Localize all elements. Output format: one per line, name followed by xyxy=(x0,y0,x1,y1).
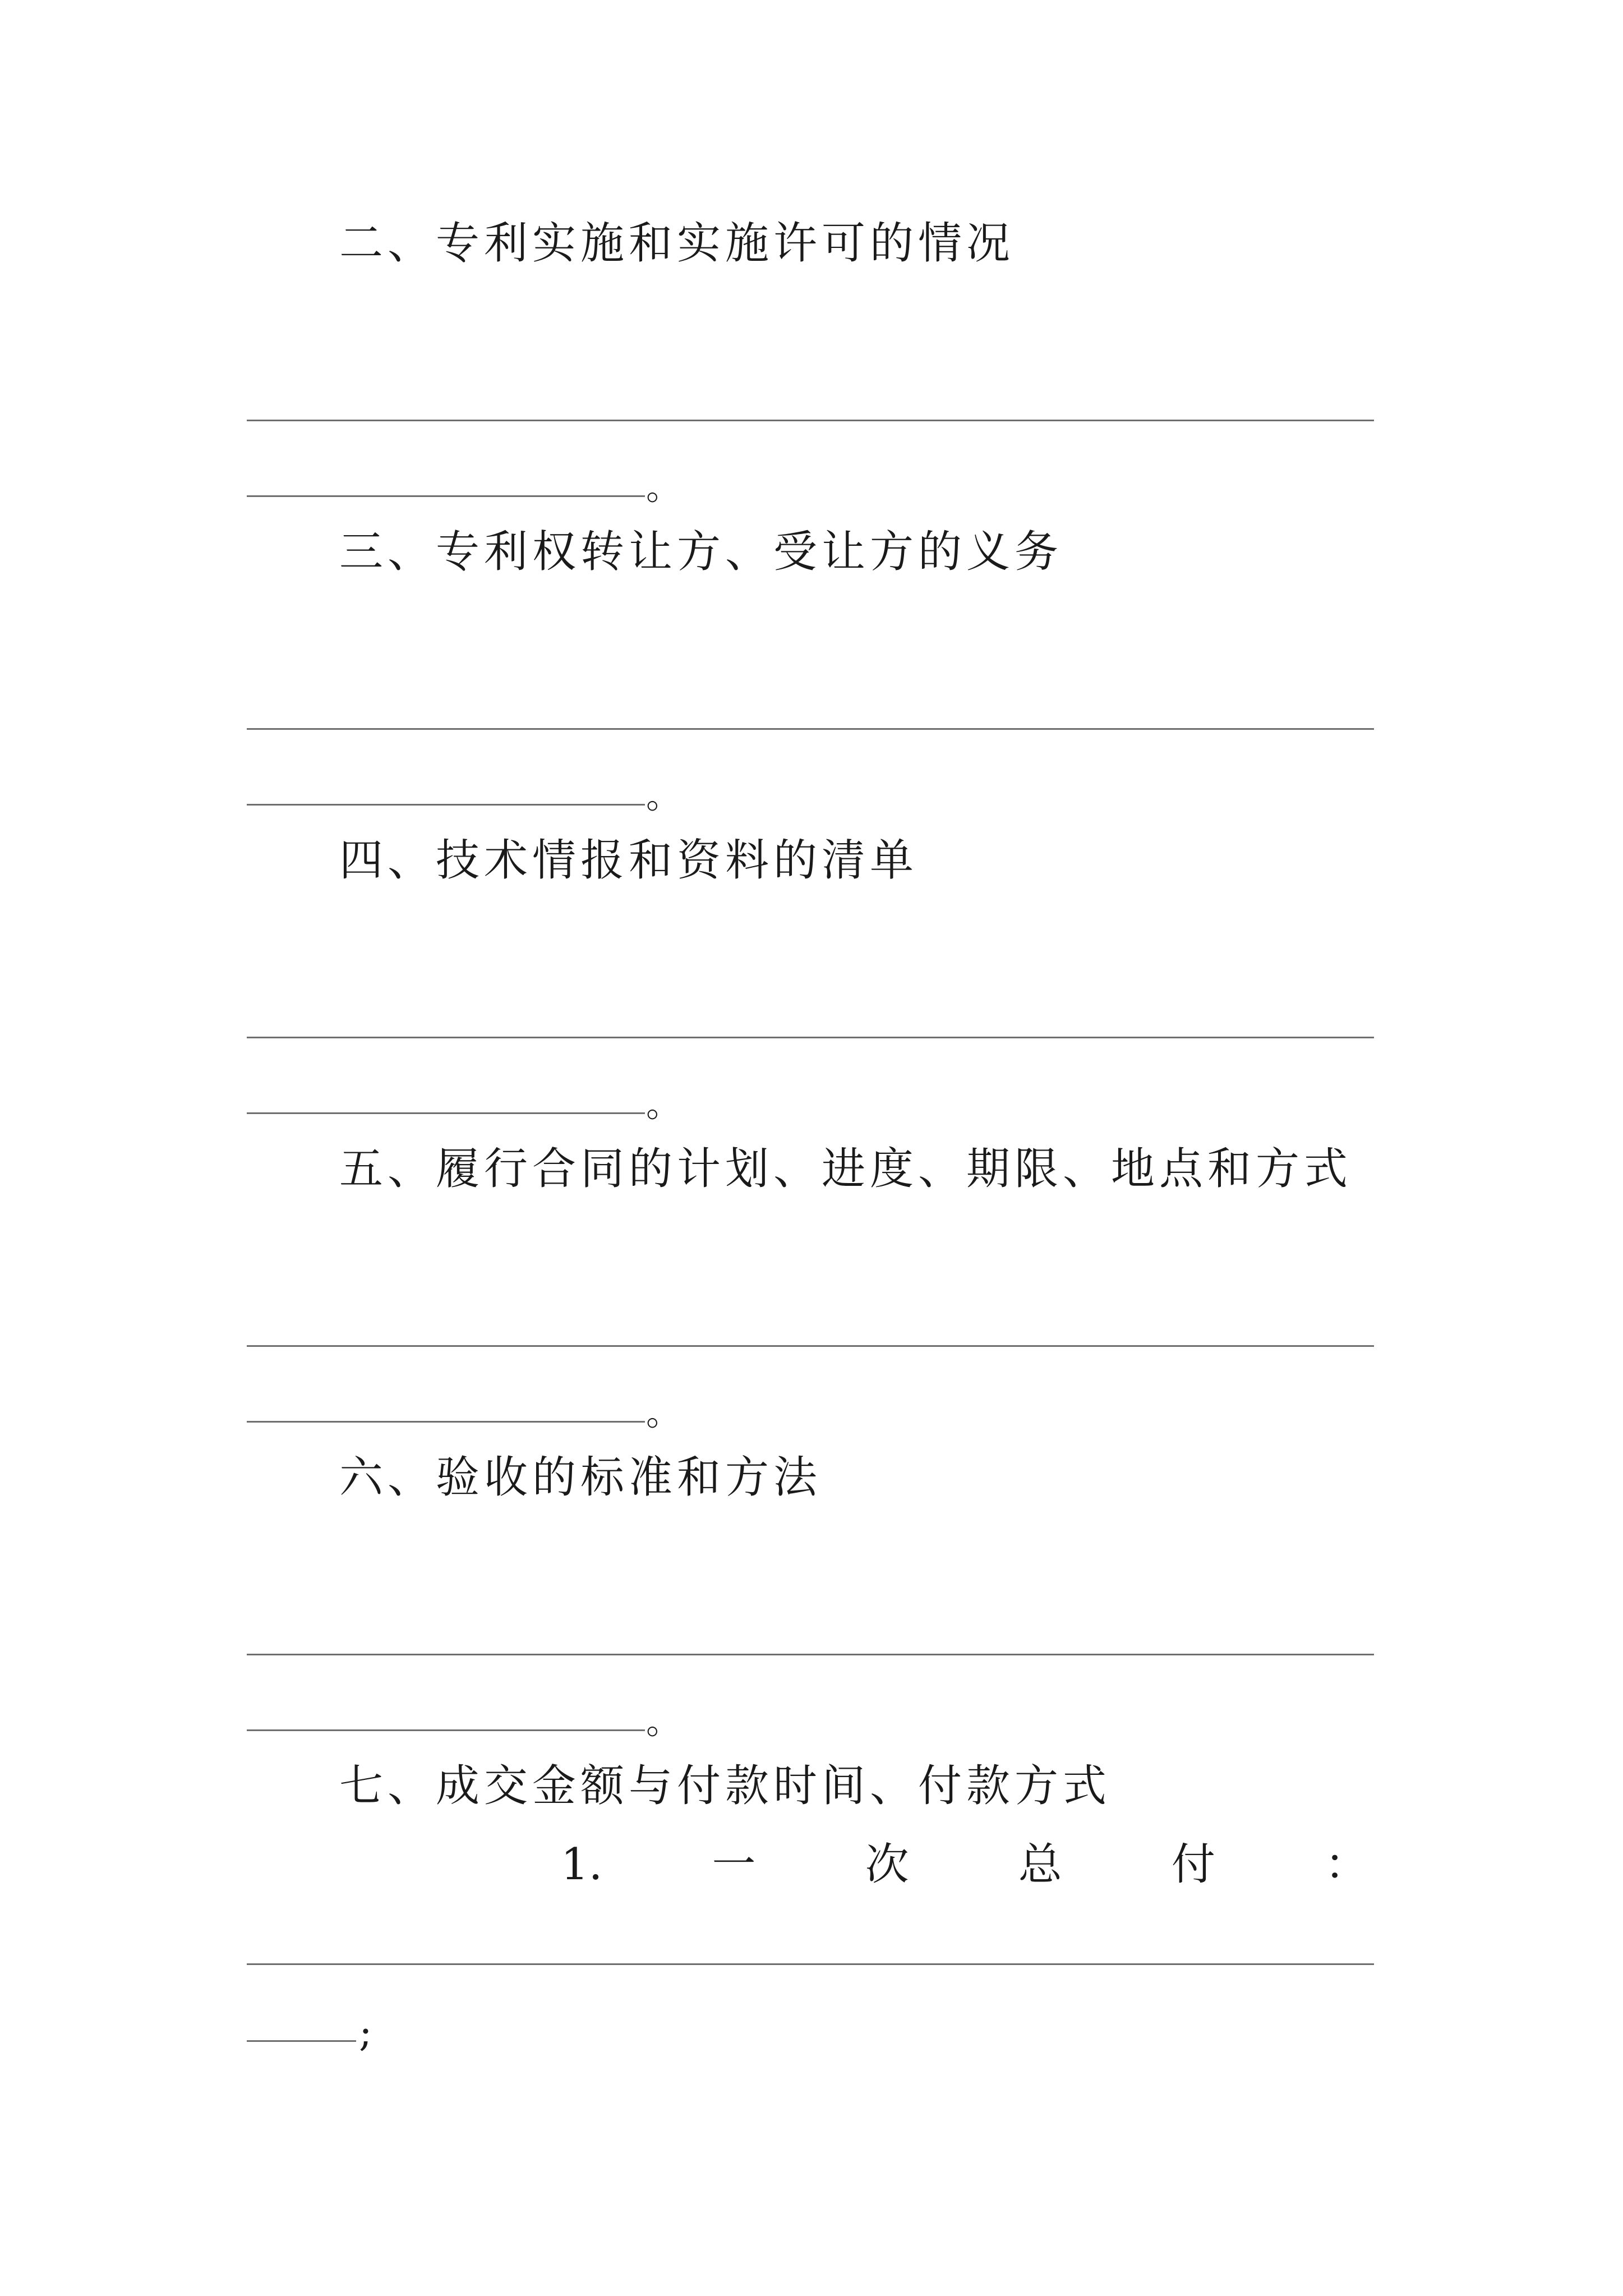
semicolon-mark: ; xyxy=(359,2009,372,2055)
fill-in-line xyxy=(247,1345,1374,1347)
fill-in-line-short xyxy=(247,495,645,497)
period-mark: 。 xyxy=(646,467,681,508)
item-char: 次 xyxy=(865,1839,909,1890)
period-mark: 。 xyxy=(646,1084,681,1125)
section-heading-7: 七、成交金额与付款时间、付款方式 xyxy=(339,1761,1112,1811)
item-colon: ： xyxy=(1324,1839,1368,1890)
fill-in-line xyxy=(247,1654,1374,1655)
fill-in-line-short xyxy=(247,1729,645,1731)
fill-in-line xyxy=(247,1963,1374,1965)
fill-in-line xyxy=(247,420,1374,421)
fill-in-line-short xyxy=(247,1112,645,1114)
fill-in-line-short xyxy=(247,2040,356,2042)
item-char: 总 xyxy=(1018,1839,1062,1890)
period-mark: 。 xyxy=(646,775,681,816)
section-heading-3: 三、专利权转让方、受让方的义务 xyxy=(339,527,1063,577)
item-char: 付 xyxy=(1171,1839,1215,1890)
section-heading-2: 二、专利实施和实施许可的情况 xyxy=(339,218,1015,269)
fill-in-line-short xyxy=(247,804,645,806)
item-char: 一 xyxy=(712,1839,756,1890)
payment-item-1 xyxy=(561,1839,1368,1890)
fill-in-line-short xyxy=(247,1421,645,1423)
period-mark: 。 xyxy=(646,1392,681,1433)
fill-in-line xyxy=(247,1037,1374,1038)
section-heading-4: 四、技术情报和资料的清单 xyxy=(339,835,919,886)
fill-in-line xyxy=(247,728,1374,730)
section-heading-6: 六、验收的标准和方法 xyxy=(339,1452,822,1503)
item-number: 1. xyxy=(561,1839,603,1890)
section-heading-5: 五、履行合同的计划、进度、期限、地点和方式 xyxy=(339,1144,1353,1194)
period-mark: 。 xyxy=(646,1701,681,1742)
